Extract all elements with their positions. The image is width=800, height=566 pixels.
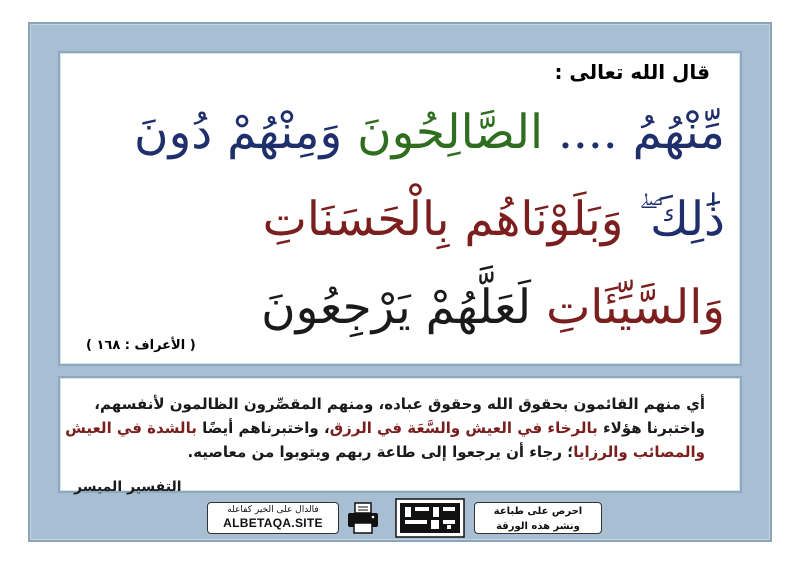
verse-word: وَالسَّيِّئَاتِ xyxy=(546,280,725,335)
site-url[interactable]: ALBETAQA.SITE xyxy=(223,516,323,530)
tafsir-segment: ، واختبرناهم أيضًا xyxy=(196,419,330,437)
verse-word: الصَّالِحُونَ xyxy=(357,105,544,160)
verse-line-2 xyxy=(75,180,725,260)
print-reminder-line-2: ونشر هذه الورقة xyxy=(496,521,580,532)
brand-logo xyxy=(395,498,465,538)
verse-line-3 xyxy=(75,268,725,348)
verse-word: ذَٰلِكَ ۖ xyxy=(638,192,725,247)
print-reminder-line-1: احرص على طباعة xyxy=(493,506,583,517)
tafsir-source: التفسير الميسر xyxy=(74,479,182,495)
tafsir-segment: والمصائب والرزايا xyxy=(573,443,705,461)
verse-word: دُونَ xyxy=(134,105,213,160)
tafsir-segment: بالرخاء في العيش والسَّعَة في الرزق xyxy=(329,419,598,437)
tafsir-segment: واختبرنا هؤلاء xyxy=(597,419,705,437)
tafsir-segment: ؛ رجاء أن يرجعوا إلى طاعة ربهم ويتوبوا من معاصيه. xyxy=(187,443,574,461)
verse-word: وَبَلَوْنَاهُم بِالْحَسَنَاتِ xyxy=(262,192,624,247)
verse-reference: ( الأعراف : ١٦٨ ) xyxy=(86,338,196,353)
intro-heading: قال الله تعالى : xyxy=(554,60,710,84)
tafsir-segment: بالشدة في العيش xyxy=(65,419,197,437)
tafsir-line xyxy=(75,440,705,464)
printer-icon xyxy=(345,500,381,536)
verse-word: وَمِنْهُمْ xyxy=(227,105,343,160)
tafsir-text xyxy=(65,392,705,464)
tafsir-segment: أي منهم القائمون بحقوق الله وحقوق عباده، ومنهم المقصِّرون الظالمون لأنفسهم، xyxy=(94,395,705,413)
tafsir-line xyxy=(75,392,705,416)
tafsir-line xyxy=(65,416,705,440)
verse-word: لَعَلَّهُمْ يَرْجِعُونَ xyxy=(261,280,532,335)
print-reminder-box xyxy=(474,502,602,534)
verse-line-1 xyxy=(75,93,725,173)
site-box xyxy=(207,502,339,534)
site-tagline: فالدال على الخير كفاعله xyxy=(227,505,319,515)
verse-word: مِّنْهُمُ .... xyxy=(557,105,725,160)
